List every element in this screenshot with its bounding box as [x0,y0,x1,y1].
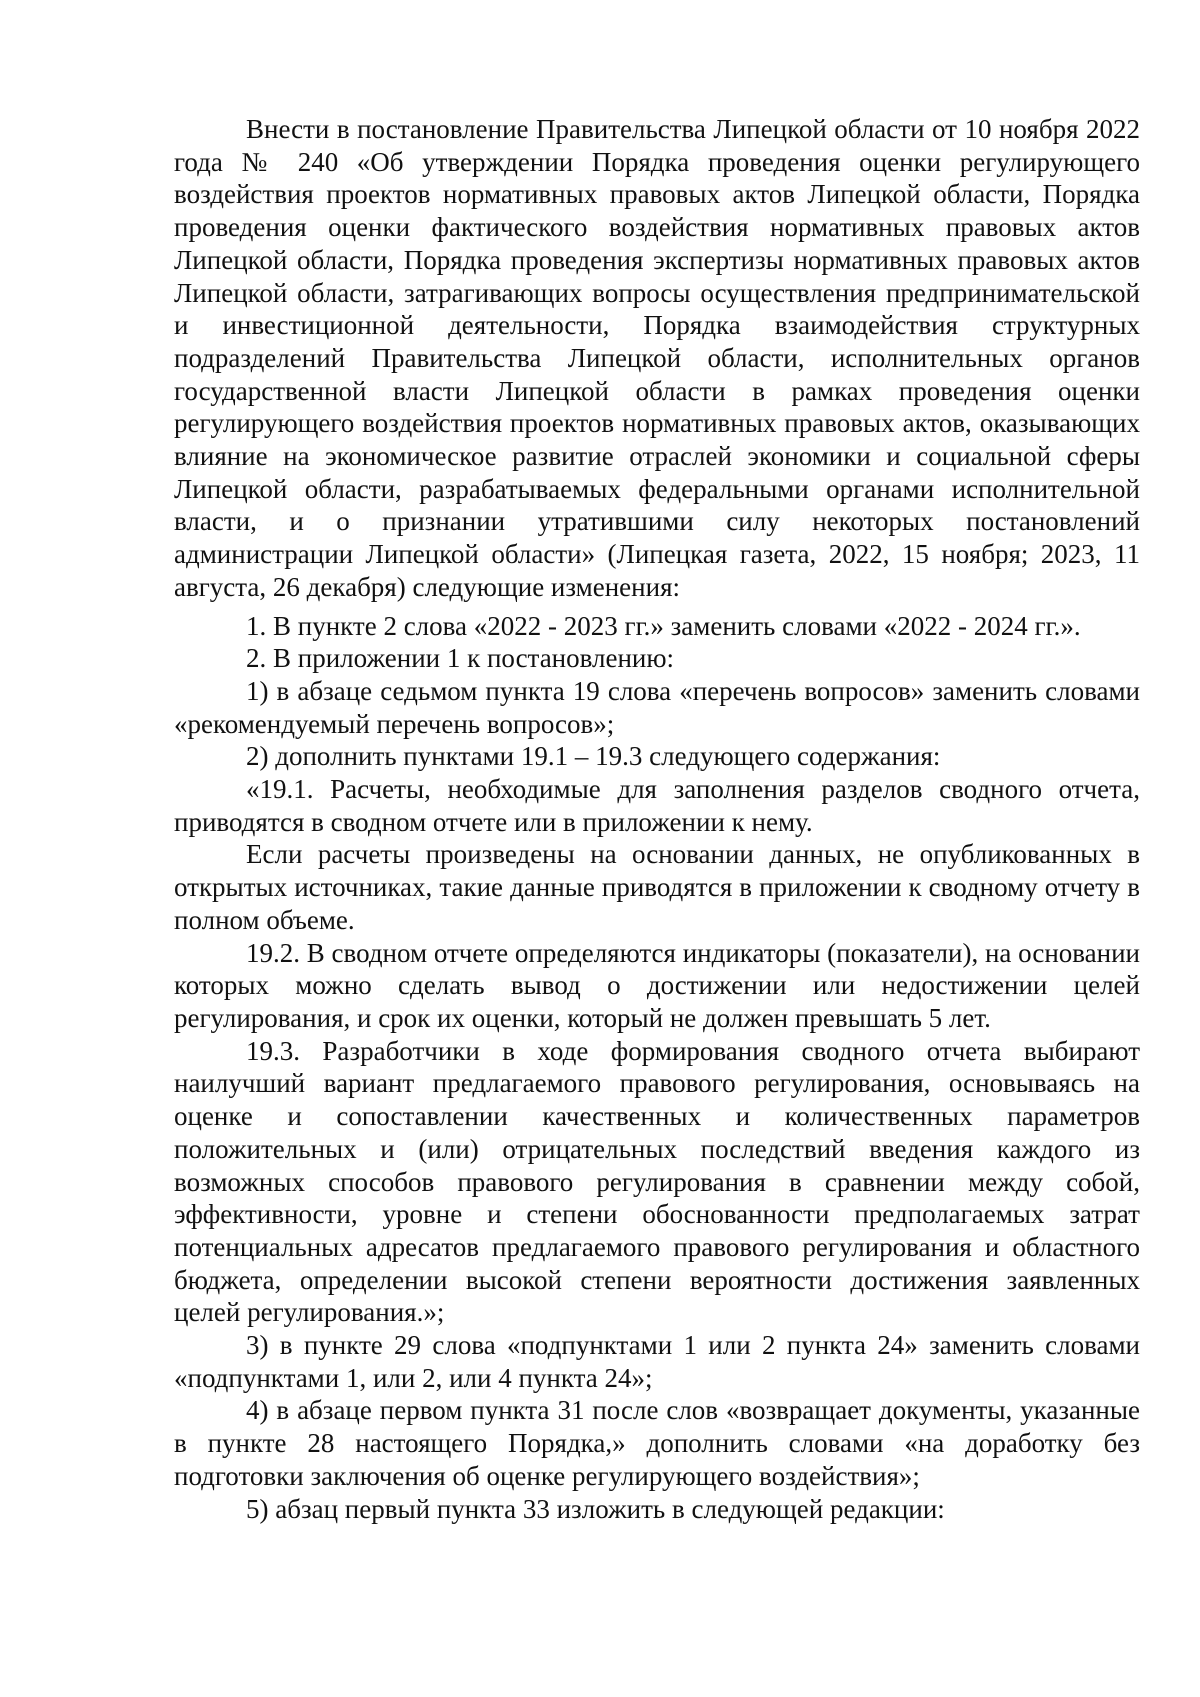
paragraph-19-2: 19.2. В сводном отчете определяются индикаторы (показатели), на основании которых можно сделать вывод о достижении или недостижении целей регулирования, и срок их оценки, который не должен превышать 5 лет. [174,937,1140,1033]
paragraph-subitem-2: 2) дополнить пунктами 19.1 – 19.3 следующего содержания: [246,741,941,772]
paragraph-19-3: 19.3. Разработчики в ходе формирования сводного отчета выбирают наилучший вариант предлагаемого правового регулирования, основываясь на оценке и сопоставлении качественных и количественных параметров положительных и (или) отрицательных последствий введения каждого из возможных способов правового регулирования в сравнении между собой, эффективности, уровне и степени обоснованности предполагаемых затрат потенциальных адресатов предлагаемого правового регулирования и областного бюджета, определении высокой степени вероятности достижения заявленных целей регулирования.»; [174,1035,1140,1328]
paragraph-19-1-continued: Если расчеты произведены на основании данных, не опубликованных в открытых источниках, такие данные приводятся в приложении к сводному отчету в полном объеме. [174,839,1140,935]
document-body [174,113,1140,1525]
paragraph-subitem-4: 4) в абзаце первом пункта 31 после слов «возвращает документы, указанные в пункте 28 настоящего Порядка,» дополнить словами «на доработку без подготовки заключения об оценке регулирующего воздействия»; [174,1395,1140,1491]
paragraph-item-1: 1. В пункте 2 слова «2022 - 2023 гг.» заменить словами «2022 - 2024 гг.». [246,610,1081,641]
paragraph-19-1: «19.1. Расчеты, необходимые для заполнения разделов сводного отчета, приводятся в сводном отчете или в приложении к нему. [174,774,1140,837]
paragraph-intro: Внести в постановление Правительства Липецкой области от 10 ноября 2022 года № 240 «Об утверждении Порядка проведения оценки регулирующего воздействия проектов нормативных правовых актов Липецкой области, Порядка проведения оценки фактического воздействия нормативных правовых актов Липецкой области, Порядка проведения экспертизы нормативных правовых актов Липецкой области, затрагивающих вопросы осуществления предпринимательской и инвестиционной деятельности, Порядка взаимодействия структурных подразделений Правительства Липецкой области, исполнительных органов государственной власти Липецкой области в рамках проведения оценки регулирующего воздействия проектов нормативных правовых актов, оказывающих влияние на экономическое развитие отраслей экономики и социальной сферы Липецкой области, разрабатываемых федеральными органами исполнительной власти, и о признании утратившими силу некоторых постановлений администрации Липецкой области» (Липецкая газета, 2022, 15 ноября; 2023, 11 августа, 26 декабря) следующие изменения: [174,114,1140,602]
paragraph-subitem-3: 3) в пункте 29 слова «подпунктами 1 или 2 пункта 24» заменить словами «подпунктами 1, или 2, или 4 пункта 24»; [174,1330,1140,1393]
paragraph-subitem-1: 1) в абзаце седьмом пункта 19 слова «перечень вопросов» заменить словами «рекомендуемый перечень вопросов»; [174,675,1140,739]
paragraph-subitem-5: 5) абзац первый пункта 33 изложить в следующей редакции: [246,1493,945,1524]
paragraph-item-2: 2. В приложении 1 к постановлению: [246,643,675,674]
